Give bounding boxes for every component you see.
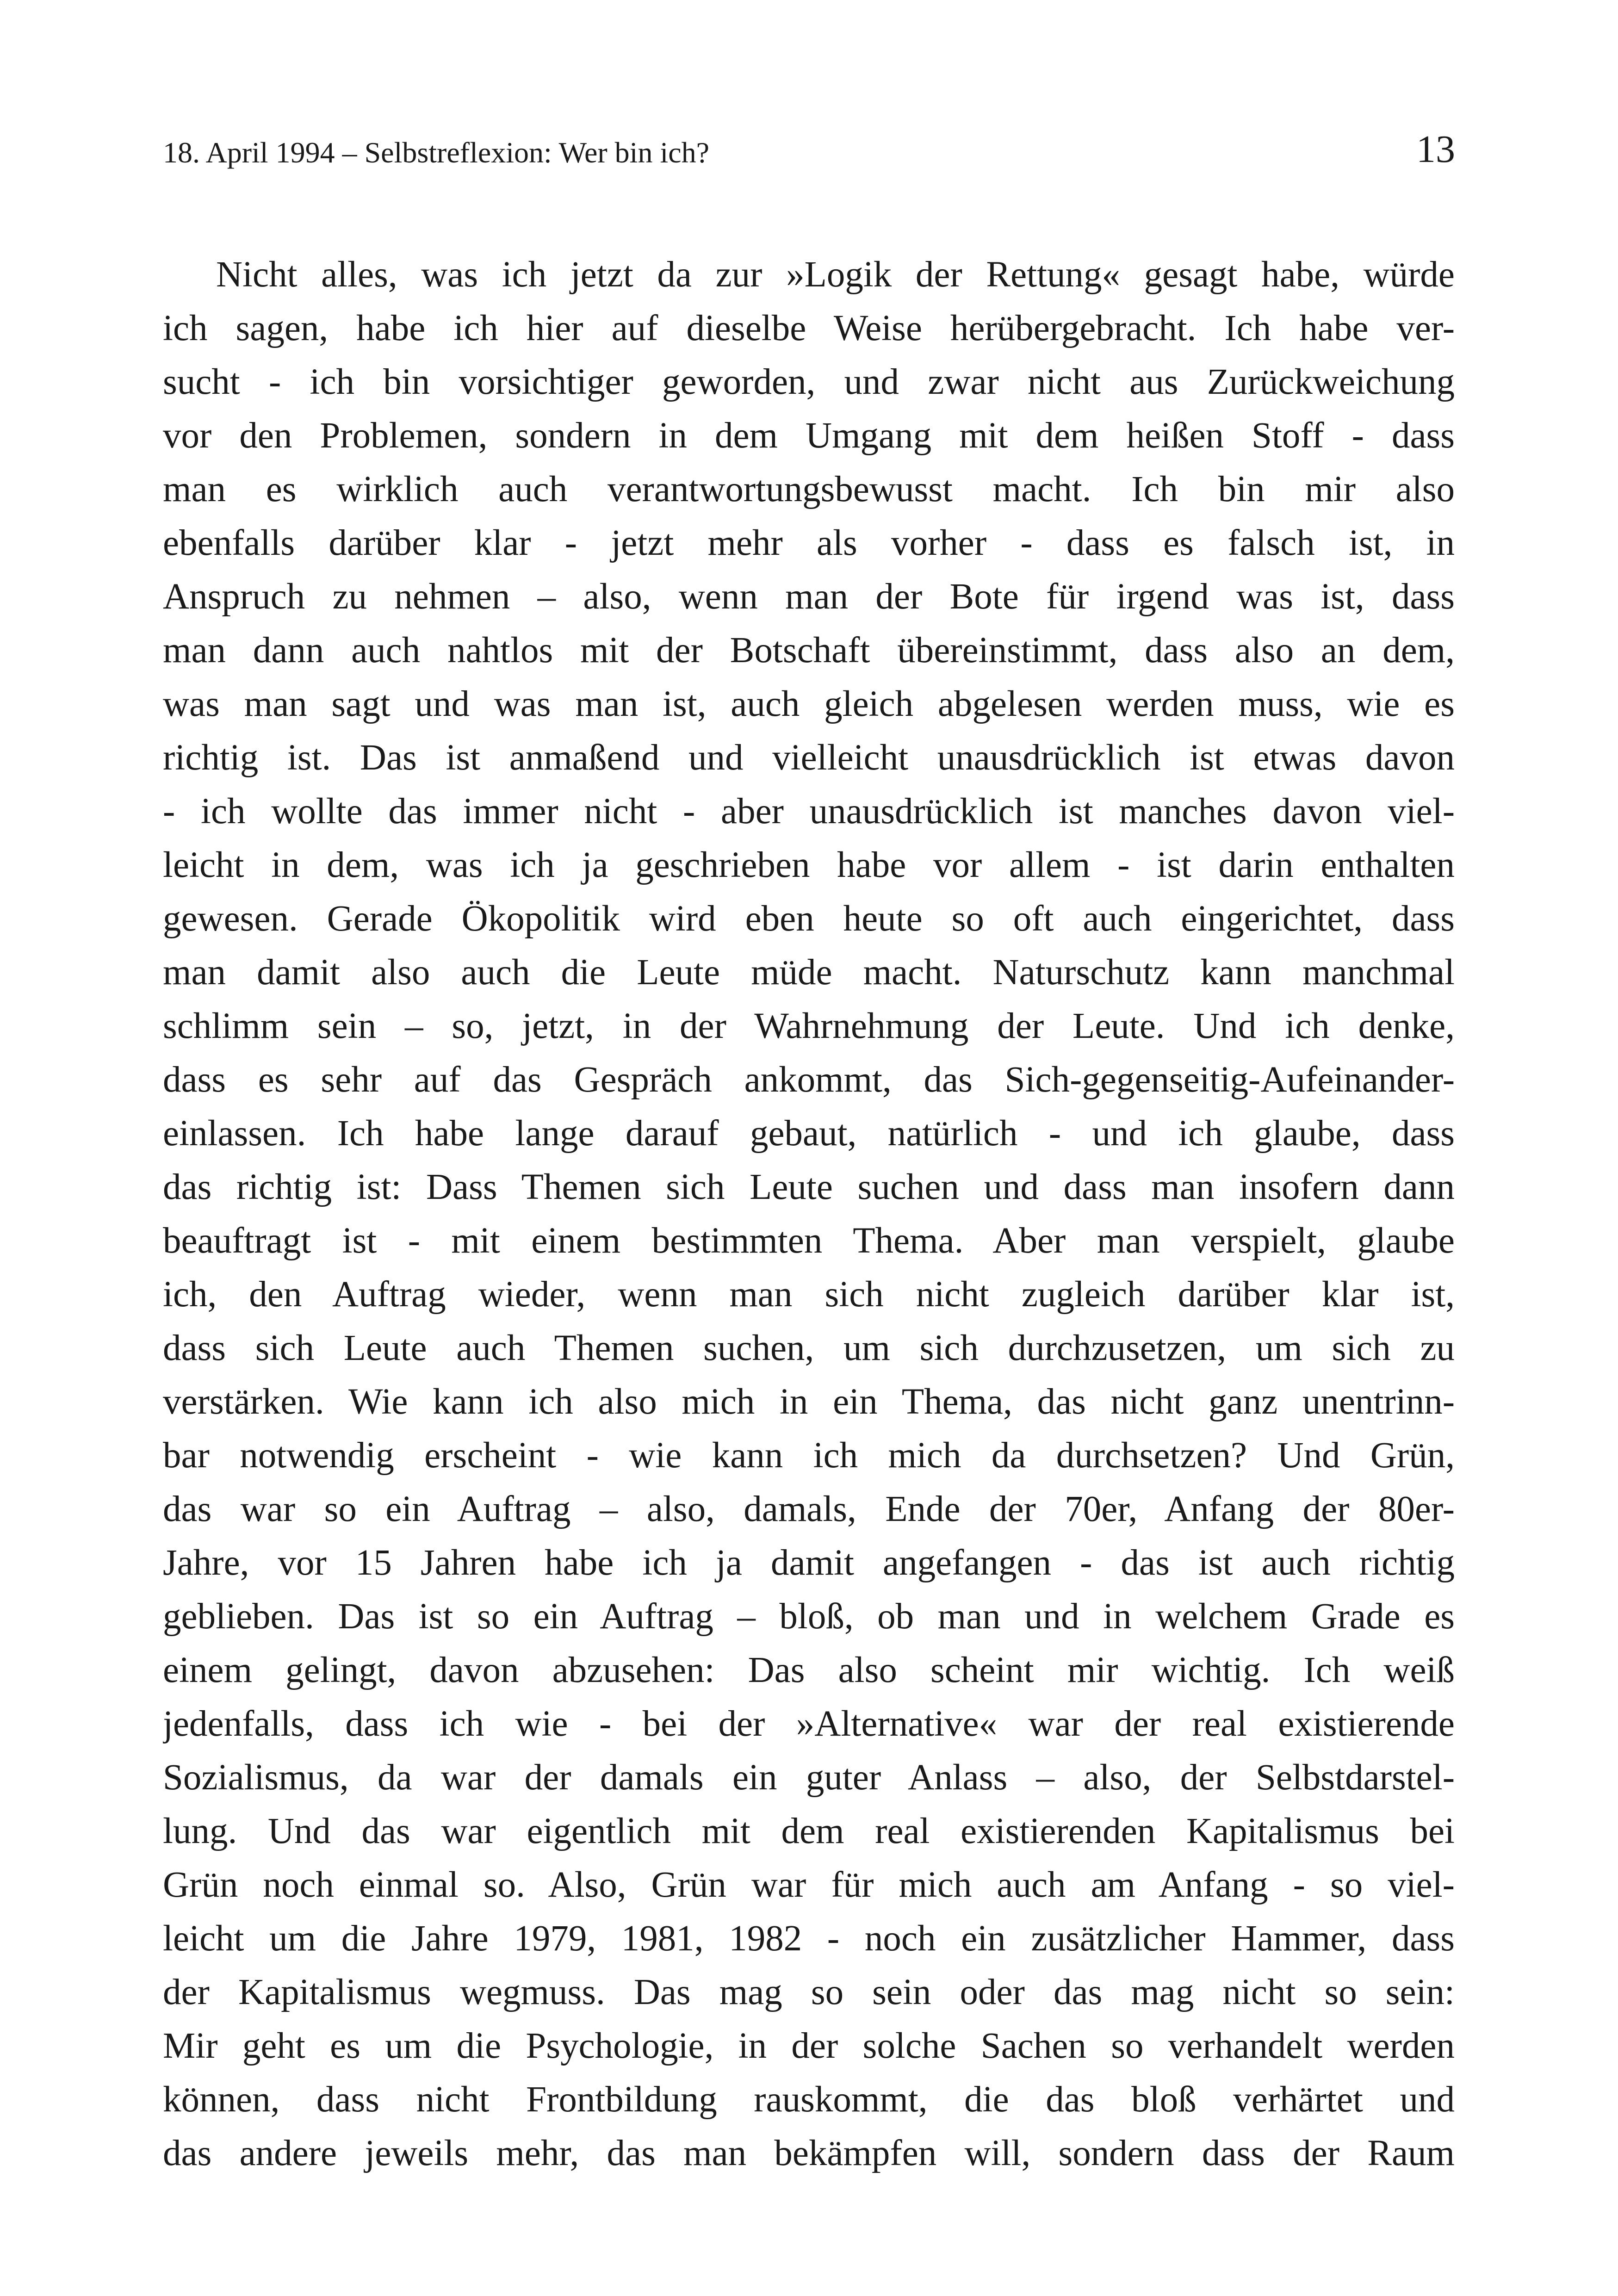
text-line: können, dass nicht Frontbildung rauskommt, die das bloß verhärtet und: [163, 2079, 1455, 2120]
running-title: 18. April 1994 – Selbstreflexion: Wer bin ich?: [163, 136, 710, 169]
body-text: [163, 248, 1455, 2180]
text-line: Sozialismus, da war der damals ein guter Anlass – also, der Selbstdarstel-: [163, 1757, 1455, 1798]
text-line: jedenfalls, dass ich wie - bei der »Alternative« war der real existierende: [163, 1704, 1455, 1744]
text-line: ebenfalls darüber klar - jetzt mehr als vorher - dass es falsch ist, in: [163, 523, 1455, 563]
text-line: einlassen. Ich habe lange darauf gebaut, natürlich - und ich glaube, dass: [163, 1113, 1455, 1154]
text-line: Mir geht es um die Psychologie, in der solche Sachen so verhandelt werden: [163, 2026, 1455, 2066]
text-line: ich sagen, habe ich hier auf dieselbe Weise herübergebracht. Ich habe ver-: [163, 308, 1455, 348]
text-line: verstärken. Wie kann ich also mich in ein Thema, das nicht ganz unentrinn-: [163, 1382, 1455, 1422]
text-line: - ich wollte das immer nicht - aber unausdrücklich ist manches davon viel-: [163, 791, 1455, 832]
text-line: bar notwendig erscheint - wie kann ich mich da durchsetzen? Und Grün,: [163, 1435, 1455, 1476]
text-line: man dann auch nahtlos mit der Botschaft übereinstimmt, dass also an dem,: [163, 630, 1455, 670]
text-line: man damit also auch die Leute müde macht. Naturschutz kann manchmal: [163, 952, 1455, 993]
text-line: der Kapitalismus wegmuss. Das mag so sein oder das mag nicht so sein:: [163, 1972, 1455, 2012]
text-line: leicht in dem, was ich ja geschrieben habe vor allem - ist darin enthalten: [163, 845, 1455, 885]
text-line: dass sich Leute auch Themen suchen, um sich durchzusetzen, um sich zu: [163, 1328, 1455, 1368]
text-line: dass es sehr auf das Gespräch ankommt, das Sich-gegenseitig-Aufeinander-: [163, 1060, 1455, 1100]
text-line: lung. Und das war eigentlich mit dem real existierenden Kapitalismus bei: [163, 1811, 1455, 1851]
text-line: Jahre, vor 15 Jahren habe ich ja damit angefangen - das ist auch richtig: [163, 1543, 1455, 1583]
text-line: sucht - ich bin vorsichtiger geworden, und zwar nicht aus Zurückweichung: [163, 362, 1455, 402]
text-line: gewesen. Gerade Ökopolitik wird eben heute so oft auch eingerichtet, dass: [163, 899, 1455, 939]
text-line: einem gelingt, davon abzusehen: Das also scheint mir wichtig. Ich weiß: [163, 1650, 1455, 1690]
text-line: das richtig ist: Dass Themen sich Leute suchen und dass man insofern dann: [163, 1167, 1455, 1207]
text-line: was man sagt und was man ist, auch gleich abgelesen werden muss, wie es: [163, 684, 1455, 724]
page-number: 13: [1416, 128, 1455, 171]
text-line: schlimm sein – so, jetzt, in der Wahrnehmung der Leute. Und ich denke,: [163, 1006, 1455, 1046]
text-line: Grün noch einmal so. Also, Grün war für mich auch am Anfang - so viel-: [163, 1865, 1455, 1905]
running-header: [163, 124, 1455, 175]
text-line: Nicht alles, was ich jetzt da zur »Logik der Rettung« gesagt habe, würde: [216, 254, 1455, 295]
text-line: geblieben. Das ist so ein Auftrag – bloß, ob man und in welchem Grade es: [163, 1596, 1455, 1637]
text-line: leicht um die Jahre 1979, 1981, 1982 - noch ein zusätzlicher Hammer, dass: [163, 1918, 1455, 1959]
text-line: beauftragt ist - mit einem bestimmten Thema. Aber man verspielt, glaube: [163, 1221, 1455, 1261]
text-line: vor den Problemen, sondern in dem Umgang mit dem heißen Stoff - dass: [163, 416, 1455, 456]
text-line: ich, den Auftrag wieder, wenn man sich nicht zugleich darüber klar ist,: [163, 1274, 1455, 1315]
text-line: das andere jeweils mehr, das man bekämpfen will, sondern dass der Raum: [163, 2133, 1455, 2173]
text-line: das war so ein Auftrag – also, damals, Ende der 70er, Anfang der 80er-: [163, 1489, 1455, 1529]
text-line: man es wirklich auch verantwortungsbewusst macht. Ich bin mir also: [163, 469, 1455, 509]
text-line: richtig ist. Das ist anmaßend und vielleicht unausdrücklich ist etwas davon: [163, 738, 1455, 778]
text-line: Anspruch zu nehmen – also, wenn man der Bote für irgend was ist, dass: [163, 577, 1455, 617]
